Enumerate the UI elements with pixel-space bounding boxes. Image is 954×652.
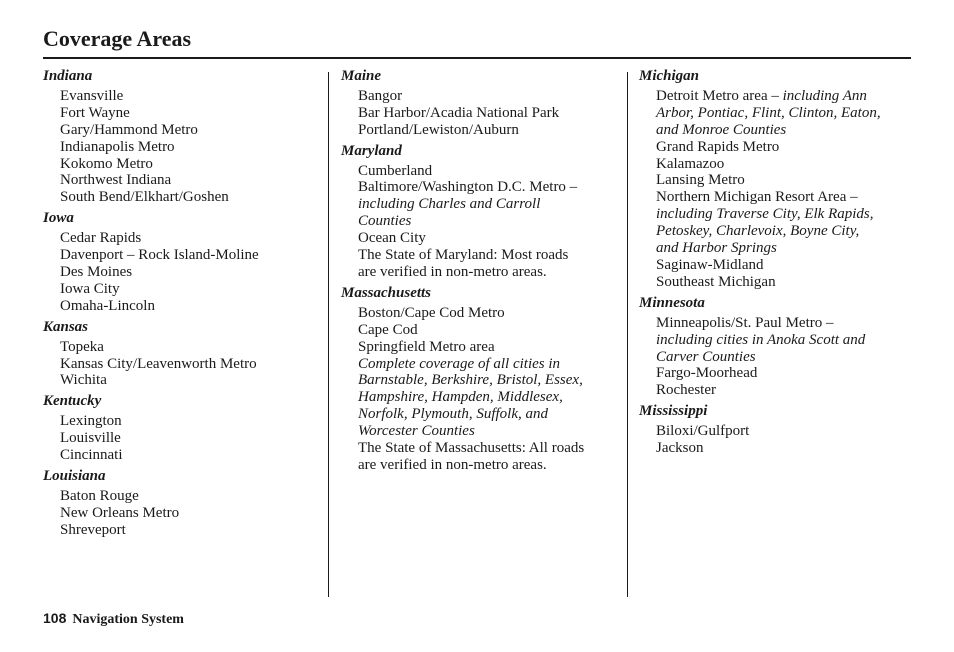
coverage-entry-text: Shreveport [60,521,126,538]
coverage-entry [639,257,914,274]
coverage-entry-text: Saginaw-Midland [656,256,764,273]
coverage-entry [43,447,318,464]
coverage-entry-text: Louisville [60,430,121,447]
coverage-entry-text: Kokomo Metro [60,155,153,172]
coverage-entry-text: Des Moines [60,263,133,280]
coverage-entry-text: Boston/Cape Cod Metro [358,304,505,321]
coverage-entry [341,230,616,247]
coverage-column-1 [43,68,318,539]
coverage-entry [639,139,914,156]
state-heading: Kansas [43,318,89,335]
coverage-entry-text: Petoskey, Charlevoix, Boyne City, [656,223,860,240]
coverage-entry [639,382,914,399]
coverage-entry-text: Worcester Counties [358,423,475,440]
coverage-entry [639,440,914,457]
coverage-entry-text: including Charles and Carroll [358,196,541,213]
coverage-entry [43,372,318,389]
state-heading: Michigan [639,68,700,84]
coverage-entry [639,156,914,173]
coverage-entry-text: Jackson [656,440,704,457]
coverage-entry-text: and Monroe Counties [656,121,787,138]
coverage-entry-text: Cincinnati [60,447,123,464]
coverage-entry [639,365,914,382]
coverage-entry-text: Grand Rapids Metro [656,138,780,155]
state-heading: Minnesota [639,294,705,311]
coverage-entry [639,423,914,440]
coverage-entry [341,247,616,264]
coverage-entry-text: Bar Harbor/Acadia National Park [358,104,560,121]
coverage-entry [341,105,616,122]
coverage-entry [639,240,914,257]
coverage-entry-text: Kansas City/Leavenworth Metro [60,355,257,372]
coverage-entry [43,488,318,505]
coverage-entry [639,223,914,240]
coverage-entry-text: Davenport – Rock Island-Moline [60,247,259,264]
coverage-entry [43,505,318,522]
coverage-entry [43,298,318,315]
coverage-entry-text: Omaha-Lincoln [60,297,155,314]
coverage-entry-text: Southeast Michigan [656,273,776,290]
coverage-entry-text: Kalamazoo [656,155,725,172]
state-heading: Mississippi [639,403,708,420]
coverage-entry-text: Carver Counties [656,348,756,365]
coverage-entry-text: including cities in Anoka Scott and [656,331,866,348]
coverage-entry-text: Lansing Metro [656,172,745,189]
coverage-entry [639,349,914,366]
coverage-entry-text: are verified in non-metro areas. [358,263,547,280]
coverage-entry-text: South Bend/Elkhart/Goshen [60,189,229,206]
coverage-entry [341,406,616,423]
page-number: 108 [43,610,67,626]
coverage-entry [341,196,616,213]
state-heading: Massachusetts [341,284,432,301]
coverage-entry [43,156,318,173]
coverage-entry [341,322,616,339]
coverage-entry [341,122,616,139]
coverage-entry [341,264,616,281]
coverage-entry [341,88,616,105]
coverage-entry [341,213,616,230]
coverage-entry [341,179,616,196]
coverage-entry [639,189,914,206]
coverage-entry [341,305,616,322]
coverage-entry [639,105,914,122]
coverage-entry [639,122,914,139]
coverage-entry-text: Topeka [60,338,104,355]
coverage-entry [43,264,318,281]
coverage-entry-text: Hampshire, Hampden, Middlesex, [358,389,563,406]
coverage-entry [341,339,616,356]
coverage-entry [43,247,318,264]
state-heading: Indiana [43,68,93,84]
coverage-entry-text: Cedar Rapids [60,230,142,247]
coverage-entry-text: Minneapolis/St. Paul Metro – [656,314,834,331]
coverage-entry-text: Fort Wayne [60,104,130,121]
coverage-entry [341,389,616,406]
coverage-entry [43,172,318,189]
coverage-entry-text: Cumberland [358,162,433,179]
coverage-entry [43,122,318,139]
state-heading: Kentucky [43,393,102,410]
state-heading: Maine [341,68,382,84]
coverage-entry-text: Wichita [60,372,107,389]
coverage-entry-text: Rochester [656,382,716,399]
coverage-entry-text: Indianapolis Metro [60,138,175,155]
coverage-entry-text: Springfield Metro area [358,338,495,355]
coverage-entry-text: Northern Michigan Resort Area – [656,189,858,206]
coverage-entry [639,206,914,223]
coverage-entry [43,230,318,247]
coverage-column-3 [639,68,914,457]
coverage-entry [341,356,616,373]
coverage-entry-text: Gary/Hammond Metro [60,121,198,138]
coverage-entry-text: Arbor, Pontiac, Flint, Clinton, Eaton, [656,104,881,121]
coverage-entry [639,274,914,291]
coverage-entry-text: Iowa City [60,280,120,297]
coverage-entry-text: Portland/Lewiston/Auburn [358,121,519,138]
coverage-entry [43,430,318,447]
coverage-entry [639,332,914,349]
coverage-entry-text: Northwest Indiana [60,172,172,189]
coverage-entry-text: are verified in non-metro areas. [358,456,547,473]
coverage-entry-text: New Orleans Metro [60,504,180,521]
coverage-entry-text: Barnstable, Berkshire, Bristol, Essex, [358,372,583,389]
coverage-entry [341,163,616,180]
title-rule [43,57,911,59]
column-divider [627,72,628,597]
coverage-entry-text: Bangor [358,87,403,104]
coverage-entry [43,139,318,156]
coverage-entry [341,440,616,457]
coverage-entry [341,372,616,389]
page-footer [43,610,184,628]
page-title: Coverage Areas [43,26,192,51]
coverage-entry [43,356,318,373]
coverage-entry-text: The State of Massachusetts: All roads [358,440,585,457]
coverage-entry [43,189,318,206]
coverage-entry-text: Evansville [60,87,124,104]
coverage-entry-text: Detroit Metro area – [656,87,783,104]
state-heading: Iowa [43,210,74,227]
column-divider [328,72,329,597]
coverage-entry [43,281,318,298]
coverage-entry-text: Lexington [60,413,122,430]
footer-section-title: Navigation System [72,612,184,627]
coverage-entry-text: and Harbor Springs [656,240,777,257]
coverage-entry-text: Baton Rouge [60,487,139,504]
coverage-entry-text: Complete coverage of all cities in [358,355,561,372]
coverage-entry-text: Ocean City [358,230,426,247]
state-heading: Louisiana [43,467,106,484]
coverage-entry [43,88,318,105]
coverage-entry [341,423,616,440]
coverage-entry [43,413,318,430]
coverage-entry-note: including Ann [782,87,867,104]
coverage-entry [639,315,914,332]
coverage-entry-text: Biloxi/Gulfport [656,423,750,440]
coverage-entry-text: Fargo-Moorhead [656,365,758,382]
state-heading: Maryland [341,142,402,159]
coverage-entry-text: Baltimore/Washington D.C. Metro – [358,179,578,196]
coverage-entry [639,172,914,189]
coverage-column-2 [341,68,616,474]
coverage-entry-text: Cape Cod [358,321,418,338]
coverage-entry-text: Counties [358,213,412,230]
coverage-entry-text: Norfolk, Plymouth, Suffolk, and [358,406,548,423]
coverage-entry-text: including Traverse City, Elk Rapids, [656,206,874,223]
coverage-entry [43,105,318,122]
coverage-entry [639,88,914,105]
coverage-entry [43,339,318,356]
coverage-entry [43,522,318,539]
coverage-entry-text: The State of Maryland: Most roads [358,247,569,264]
coverage-entry [341,457,616,474]
